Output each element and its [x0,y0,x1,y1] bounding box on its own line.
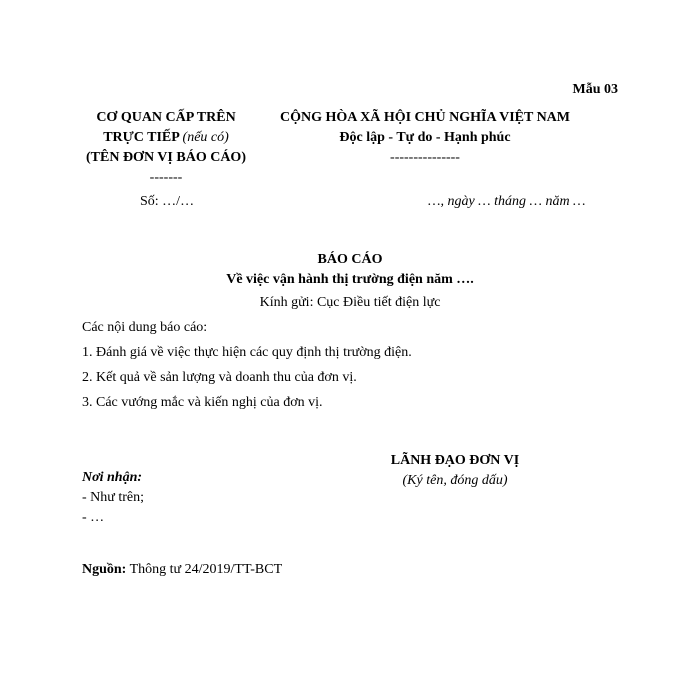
report-title: BÁO CÁO [317,252,383,267]
source-label: Nguồn: [82,562,127,577]
content-intro: Các nội dung báo cáo: [82,320,208,335]
date-line: …, ngày … tháng … năm … [428,194,586,209]
source-text: Thông tư 24/2019/TT-BCT [129,562,283,577]
recipient-line: Kính gửi: Cục Điều tiết điện lực [259,295,441,310]
republic-header [272,108,578,168]
report-heading [0,250,700,290]
agency-line2 [66,128,266,148]
number-line: Số: …/… [140,194,195,209]
agency-line1: CƠ QUAN CẤP TRÊN [96,110,236,125]
agency-line2-main: TRỰC TIẾP [103,130,180,145]
content-item: 2. Kết quả về sản lượng và doanh thu của đơn vị. [82,370,357,385]
agency-divider: ------- [149,170,183,185]
republic-title: CỘNG HÒA XÃ HỘI CHỦ NGHĨA VIỆT NAM [279,110,570,125]
signature-block [355,451,555,491]
source-line [82,562,282,578]
recipients-label: Nơi nhận: [82,470,143,485]
recipient-item: - … [82,510,105,525]
recipient-item: - Như trên; [82,490,145,505]
agency-line2-note: (nếu có) [182,130,229,145]
report-subject: Về việc vận hành thị trường điện năm …. [226,272,474,287]
recipients-block [82,468,144,528]
republic-motto: Độc lập - Tự do - Hạnh phúc [339,130,511,145]
signature-title: LÃNH ĐẠO ĐƠN VỊ [390,453,520,468]
agency-header [66,108,266,188]
agency-line3: (TÊN ĐƠN VỊ BÁO CÁO) [86,150,246,165]
form-code: Mẫu 03 [572,82,618,97]
signature-note: (Ký tên, đóng dấu) [402,473,508,488]
republic-divider: --------------- [390,150,460,165]
content-item: 1. Đánh giá về việc thực hiện các quy định thị trường điện. [82,345,412,360]
content-item: 3. Các vướng mắc và kiến nghị của đơn vị. [82,395,323,410]
